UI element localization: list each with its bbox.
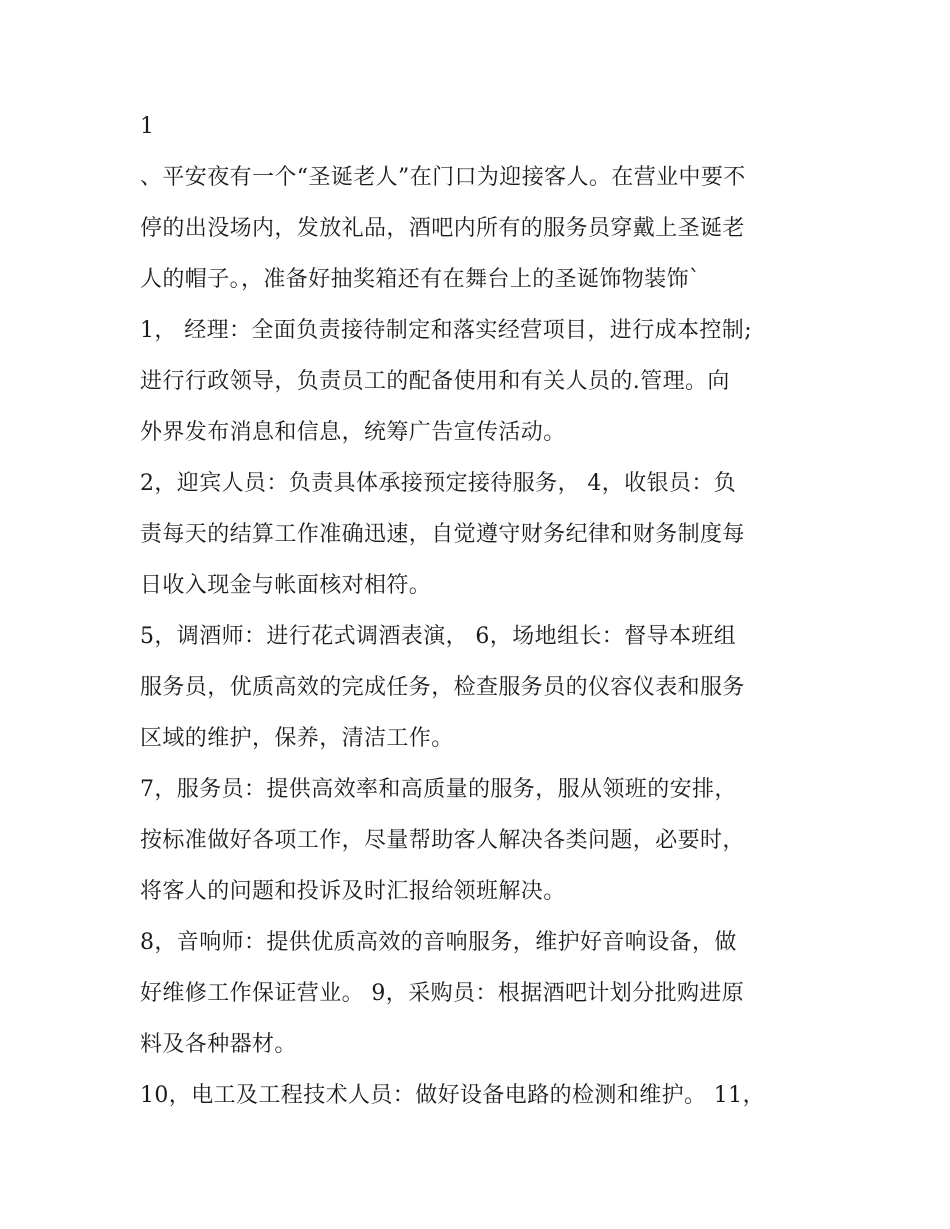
document-body [140,108,820,1128]
text-line: 服务员，优质高效的完成任务，检查服务员的仪容仪表和服务 [140,675,745,700]
text-line: 进行行政领导，负责员工的配备使用和有关人员的.管理。向 [140,369,730,394]
text-line: 料及各种器材。 [140,1032,297,1057]
text-line: 区域的维护，保养，清洁工作。 [140,726,454,751]
text-line-purchaser: 好维修工作保证营业。 9，采购员：根据酒吧计划分批购进原 [140,981,745,1006]
text-line: 、平安夜有一个“圣诞老人”在门口为迎接客人。在营业中要不 [140,165,746,190]
text-line-bartender-supervisor: 5，调酒师：进行花式调酒表演， 6，场地组长：督导本班组 [140,624,737,649]
text-line-greeter-cashier: 2，迎宾人员：负责具体承接预定接待服务， 4，收银员：负 [140,471,737,496]
text-line: 人的帽子。，准备好抽奖箱还有在舞台上的圣诞饰物装饰` [140,267,701,292]
text-line-waiter: 7，服务员：提供高效率和高质量的服务，服从领班的安排， [140,777,737,802]
text-line-manager: 1， 经理：全面负责接待制定和落实经营项目，进行成本控制; [140,318,753,343]
text-line: 责每天的结算工作准确迅速，自觉遵守财务纪律和财务制度每 [140,522,745,547]
text-line-sound-engineer: 8，音响师：提供优质高效的音响服务，维护好音响设备，做 [140,930,737,955]
text-line: 外界发布消息和信息，统筹广告宣传活动。 [140,420,566,445]
text-line: 停的出没场内，发放礼品，酒吧内所有的服务员穿戴上圣诞老 [140,216,745,241]
text-line-page-number: 1 [140,114,155,139]
text-line: 按标准做好各项工作，尽量帮助客人解决各类问题，必要时， [140,828,745,853]
text-line: 日收入现金与帐面核对相符。 [140,573,432,598]
text-line-electrician: 10，电工及工程技术人员：做好设备电路的检测和维护。 11， [140,1083,765,1108]
text-line: 将客人的问题和投诉及时汇报给领班解决。 [140,879,566,904]
